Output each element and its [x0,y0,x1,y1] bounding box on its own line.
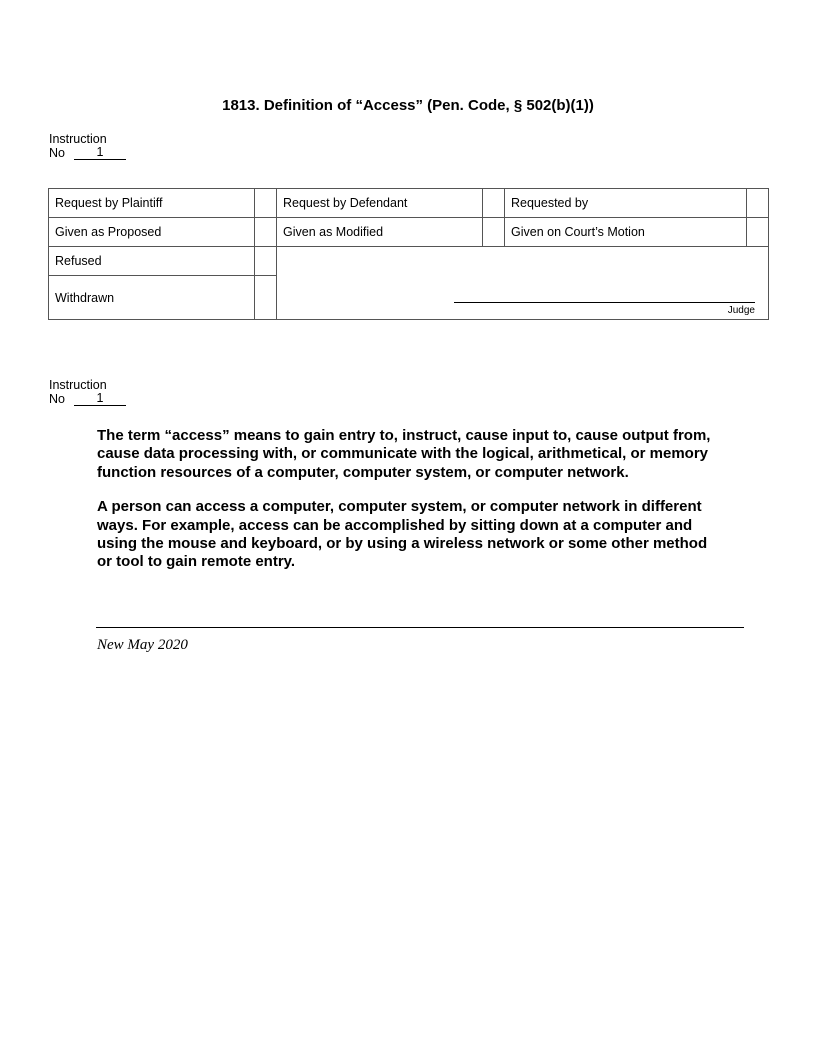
withdrawn-checkbox[interactable] [255,276,277,320]
instruction-number-block-bottom [49,378,126,406]
request-by-defendant-label: Request by Defendant [277,189,483,218]
refused-checkbox[interactable] [255,247,277,276]
instruction-number-block-top [49,132,126,160]
no-label: No [49,146,65,160]
divider [96,627,744,628]
body-paragraph: A person can access a computer, computer system, or computer network in different ways. For example, access can be accomplished by sitting down at a computer and using the mouse and keyboard, or by using a wireless network or some other method or tool to gain remote entry. [97,498,708,571]
withdrawn-label: Withdrawn [49,276,255,320]
no-label: No [49,392,65,406]
judge-signature-cell [277,247,769,320]
body-paragraph: The term “access” means to gain entry to, instruct, cause input to, cause output from, cause data processing with, or communicate with the logical, arithmetical, or memory function resources of a computer, computer system, or computer network. [97,427,711,481]
requested-by-label: Requested by [505,189,747,218]
given-as-modified-label: Given as Modified [277,218,483,247]
request-by-plaintiff-label: Request by Plaintiff [49,189,255,218]
request-by-defendant-checkbox[interactable] [483,189,505,218]
given-on-courts-motion-label: Given on Court’s Motion [505,218,747,247]
instruction-number: 1 [74,146,126,160]
page-title: 1813. Definition of “Access” (Pen. Code, § 502(b)(1)) [222,97,594,114]
instruction-label: Instruction [49,132,107,146]
judge-signature-line[interactable] [454,302,755,303]
instruction-body [97,427,717,588]
given-as-modified-checkbox[interactable] [483,218,505,247]
requested-by-checkbox[interactable] [747,189,769,218]
judge-label: Judge [727,305,755,316]
instruction-label: Instruction [49,378,107,392]
history-note: New May 2020 [97,637,188,653]
given-on-courts-motion-checkbox[interactable] [747,218,769,247]
request-table [48,188,769,320]
given-as-proposed-label: Given as Proposed [49,218,255,247]
refused-label: Refused [49,247,255,276]
request-by-plaintiff-checkbox[interactable] [255,189,277,218]
given-as-proposed-checkbox[interactable] [255,218,277,247]
instruction-number: 1 [74,392,126,406]
